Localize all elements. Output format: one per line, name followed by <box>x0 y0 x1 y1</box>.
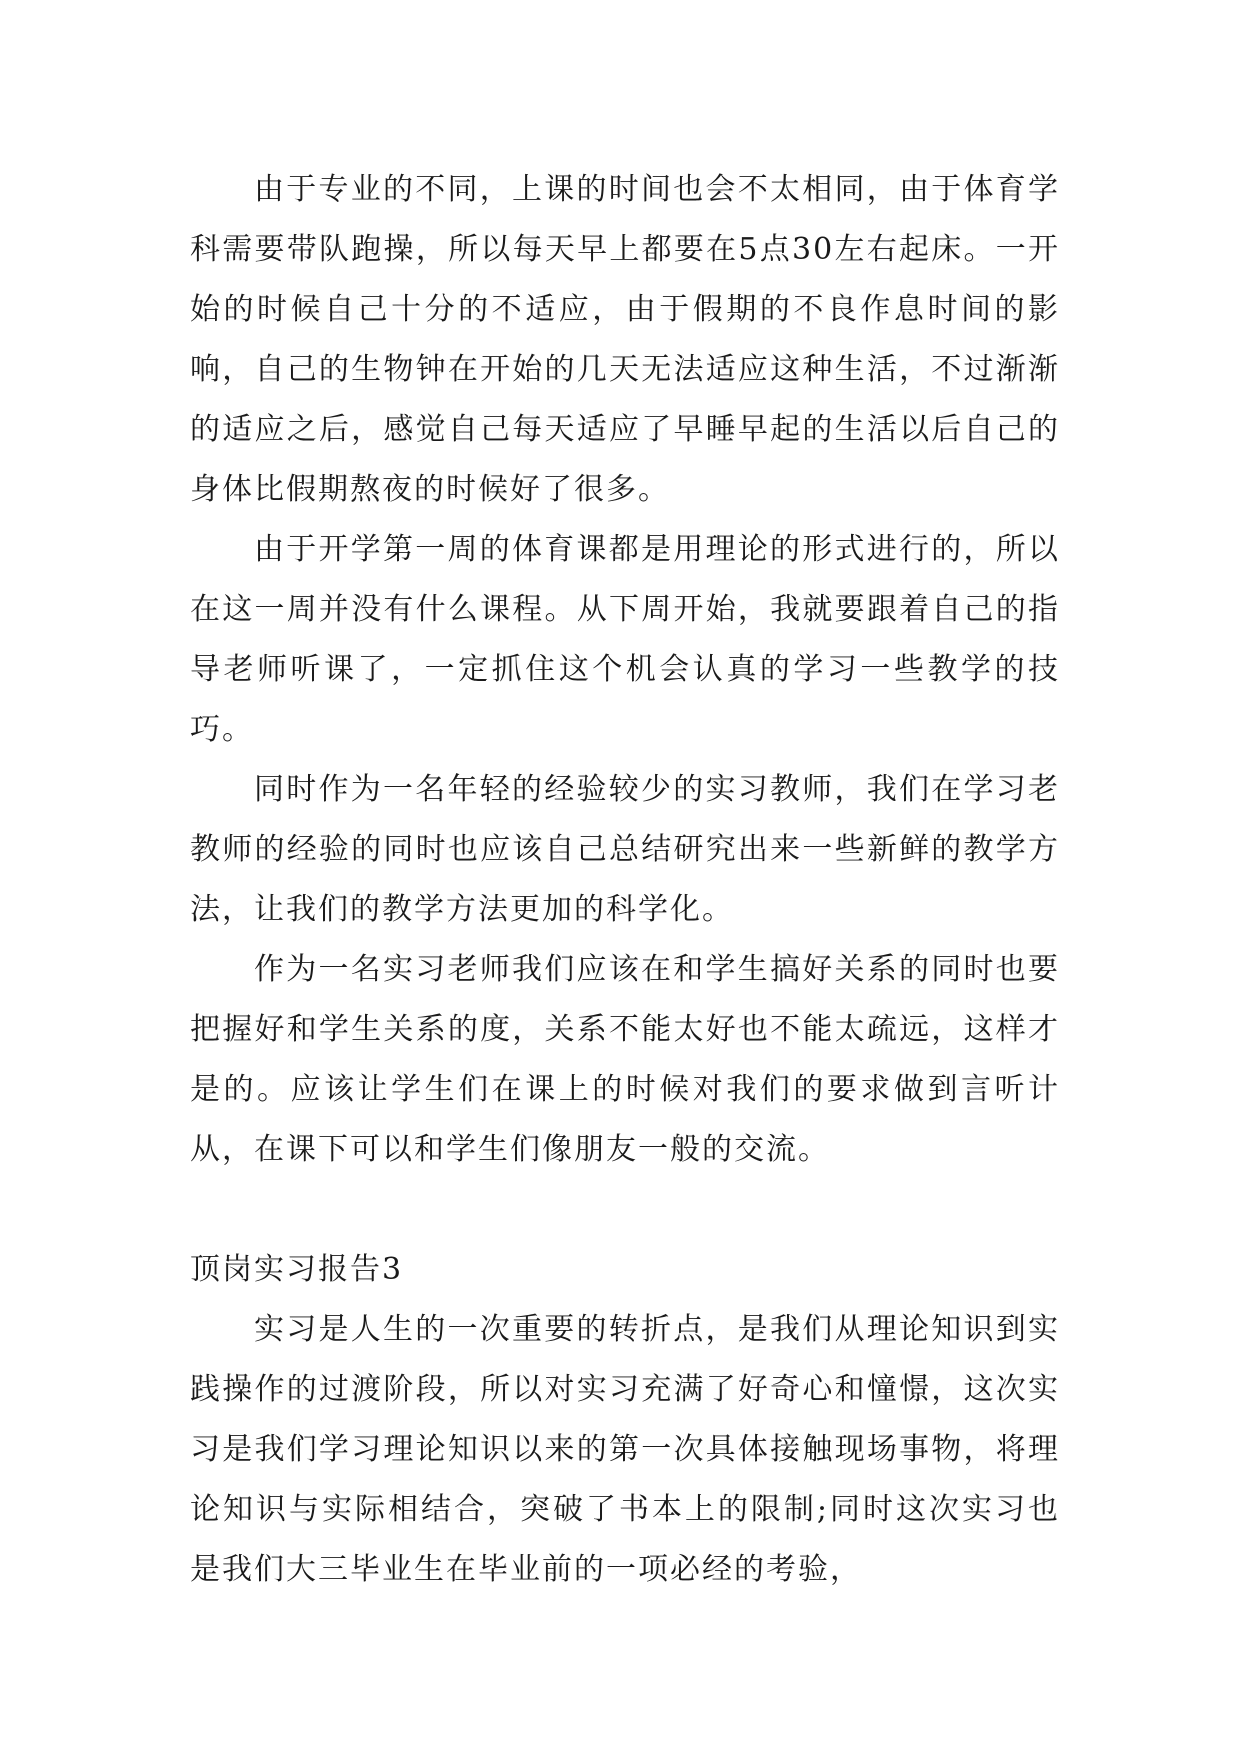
paragraph-student-relations: 作为一名实习老师我们应该在和学生搞好关系的同时也要把握好和学生关系的度，关系不能太好也不能太疏远，这样才是的。应该让学生们在课上的时候对我们的要求做到言听计从，在课下可以和学生们像朋友一般的交流。 <box>190 952 1060 1167</box>
paragraph-teaching-methods: 同时作为一名年轻的经验较少的实习教师，我们在学习老教师的经验的同时也应该自己总结研究出来一些新鲜的教学方法，让我们的教学方法更加的科学化。 <box>190 772 1060 927</box>
paragraph-internship-intro: 实习是人生的一次重要的转折点，是我们从理论知识到实践操作的过渡阶段，所以对实习充满了好奇心和憧憬，这次实习是我们学习理论知识以来的第一次具体接触现场事物，将理论知识与实际相结合，突破了书本上的限制;同时这次实习也是我们大三毕业生在毕业前的一项必经的考验， <box>190 1312 1060 1587</box>
paragraph-first-week: 由于开学第一周的体育课都是用理论的形式进行的，所以在这一周并没有什么课程。从下周开始，我就要跟着自己的指导老师听课了，一定抓住这个机会认真的学习一些教学的技巧。 <box>190 532 1060 747</box>
section-heading: 顶岗实习报告3 <box>190 1252 404 1287</box>
document-body <box>190 160 1060 1600</box>
paragraph-wake-up-schedule: 由于专业的不同，上课的时间也会不太相同，由于体育学科需要带队跑操，所以每天早上都要在5点30左右起床。一开始的时候自己十分的不适应，由于假期的不良作息时间的影响，自己的生物钟在开始的几天无法适应这种生活，不过渐渐的适应之后，感觉自己每天适应了早睡早起的生活以后自己的身体比假期熬夜的时候好了很多。 <box>190 172 1060 507</box>
